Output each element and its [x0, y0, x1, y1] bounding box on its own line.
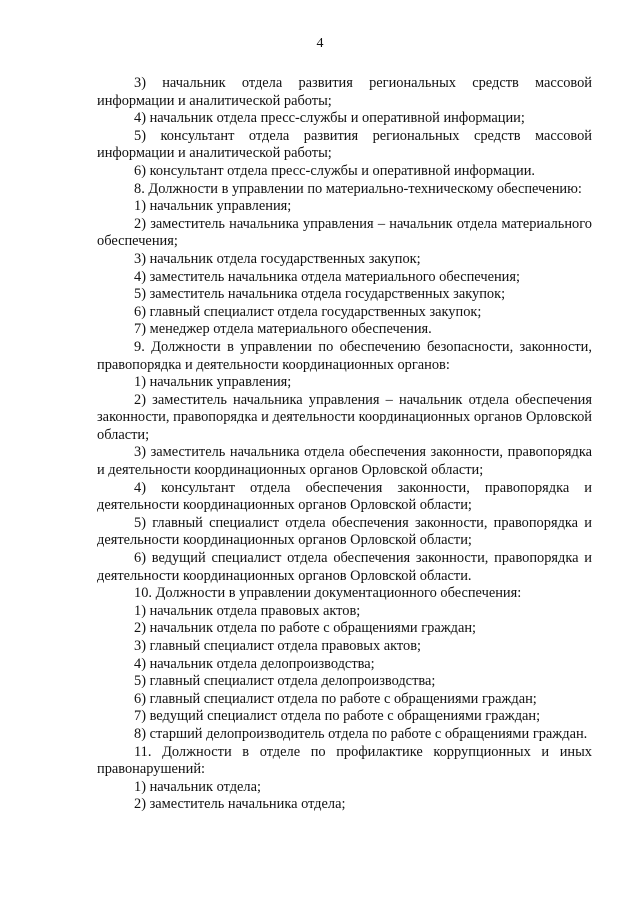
paragraph: 6) консультант отдела пресс-службы и оперативной информации.: [134, 162, 536, 179]
paragraph: 6) главный специалист отдела государственных закупок;: [134, 303, 482, 320]
paragraph: 2) заместитель начальника управления – начальник отдела материального обеспечения;: [97, 215, 592, 250]
paragraph: 2) заместитель начальника управления – начальник отдела обеспечения законности, правопорядка и деятельности координационных органов Орловской области;: [97, 391, 592, 443]
paragraph: 5) консультант отдела развития региональных средств массовой информации и аналитической работы;: [97, 127, 592, 162]
paragraph: 8) старший делопроизводитель отдела по работе с обращениями граждан.: [134, 725, 588, 742]
paragraph: 5) главный специалист отдела делопроизводства;: [134, 673, 436, 690]
section-heading: 9. Должности в управлении по обеспечению безопасности, законности, правопорядка и деятельности координационных органов:: [97, 338, 592, 373]
paragraph: 1) начальник отдела правовых актов;: [134, 602, 361, 619]
paragraph: 1) начальник управления;: [134, 198, 292, 215]
page-number: 4: [316, 36, 324, 51]
section-heading: 8. Должности в управлении по материально-техническому обеспечению:: [134, 180, 582, 197]
paragraph: 5) главный специалист отдела обеспечения законности, правопорядка и деятельности координационных органов Орловской области;: [97, 514, 592, 549]
paragraph: 7) ведущий специалист отдела по работе с обращениями граждан;: [134, 708, 541, 725]
paragraph: 5) заместитель начальника отдела государственных закупок;: [134, 286, 506, 303]
section-heading: 10. Должности в управлении документационного обеспечения:: [134, 585, 522, 602]
paragraph: 1) начальник управления;: [134, 374, 292, 391]
paragraph: 3) начальник отдела развития региональных средств массовой информации и аналитической работы;: [97, 75, 592, 109]
paragraph: 4) начальник отдела пресс-службы и оперативной информации;: [134, 110, 525, 127]
paragraph: 3) заместитель начальника отдела обеспечения законности, правопорядка и деятельности координационных органов Орловской области;: [97, 444, 592, 479]
paragraph: 2) начальник отдела по работе с обращениями граждан;: [134, 620, 477, 637]
document-body: [97, 75, 592, 814]
paragraph: 4) консультант отдела обеспечения законности, правопорядка и деятельности координационных органов Орловской области;: [97, 479, 592, 514]
paragraph: 3) начальник отдела государственных закупок;: [134, 250, 421, 267]
paragraph: 1) начальник отдела;: [134, 778, 261, 795]
paragraph: 6) главный специалист отдела по работе с обращениями граждан;: [134, 690, 537, 707]
paragraph: 2) заместитель начальника отдела;: [134, 796, 346, 813]
section-heading: 11. Должности в отделе по профилактике коррупционных и иных правонарушений:: [97, 743, 592, 778]
paragraph: 6) ведущий специалист отдела обеспечения законности, правопорядка и деятельности координационных органов Орловской области.: [97, 550, 592, 584]
paragraph: 4) заместитель начальника отдела материального обеспечения;: [134, 268, 520, 285]
paragraph: 3) главный специалист отдела правовых актов;: [134, 638, 422, 654]
paragraph: 4) начальник отдела делопроизводства;: [134, 655, 375, 672]
paragraph: 7) менеджер отдела материального обеспечения.: [134, 321, 432, 338]
